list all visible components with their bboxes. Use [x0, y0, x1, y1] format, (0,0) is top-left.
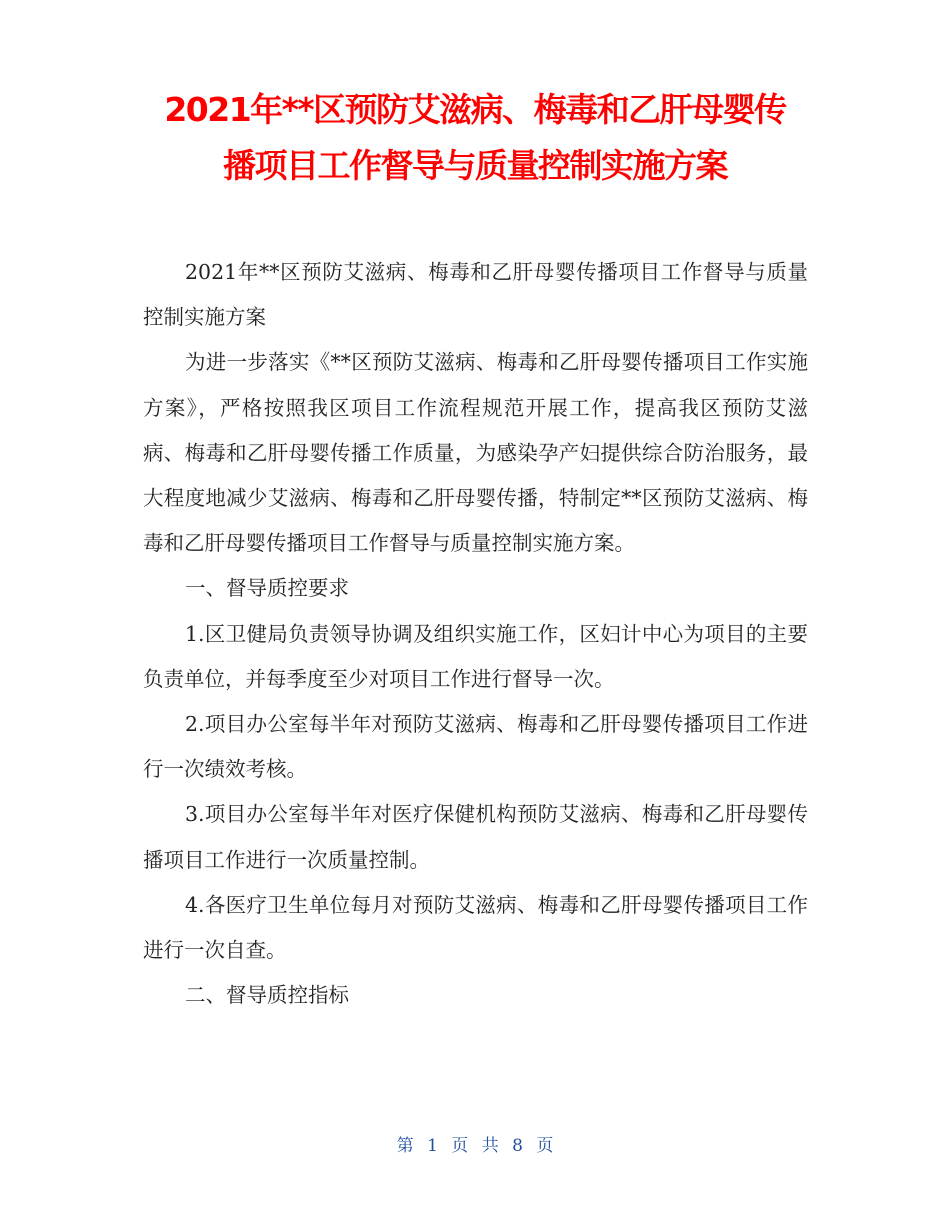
paragraph-intro: 为进一步落实《**区预防艾滋病、梅毒和乙肝母婴传播项目工作实施方案》，严格按照我区项目工作流程规范开展工作，提高我区预防艾滋病、梅毒和乙肝母婴传播工作质量，为感染孕产妇提供综合防治服务，最大程度地减少艾滋病、梅毒和乙肝母婴传播，特制定**区预防艾滋病、梅毒和乙肝母婴传播项目工作督导与质量控制实施方案。 [143, 350, 808, 556]
section-heading-requirements: 一、督导质控要求 [185, 576, 349, 601]
list-item-3: 3.项目办公室每半年对医疗保健机构预防艾滋病、梅毒和乙肝母婴传播项目工作进行一次质量控制。 [143, 802, 808, 872]
title-line-1: 2021年**区预防艾滋病、梅毒和乙肝母婴传 [164, 90, 786, 129]
document-body [143, 250, 808, 1018]
document-title [120, 82, 830, 194]
section-heading-indicators: 二、督导质控指标 [185, 983, 349, 1008]
paragraph-subtitle: 2021年**区预防艾滋病、梅毒和乙肝母婴传播项目工作督导与质量控制实施方案 [143, 260, 808, 330]
page-number-footer: 第 1 页 共 8 页 [396, 1136, 554, 1156]
list-item-2: 2.项目办公室每半年对预防艾滋病、梅毒和乙肝母婴传播项目工作进行一次绩效考核。 [143, 712, 808, 782]
list-item-4: 4.各医疗卫生单位每月对预防艾滋病、梅毒和乙肝母婴传播项目工作进行一次自查。 [143, 892, 808, 963]
title-line-2: 播项目工作督导与质量控制实施方案 [223, 146, 727, 185]
list-item-1: 1.区卫健局负责领导协调及组织实施工作，区妇计中心为项目的主要负责单位，并每季度至少对项目工作进行督导一次。 [143, 621, 808, 691]
